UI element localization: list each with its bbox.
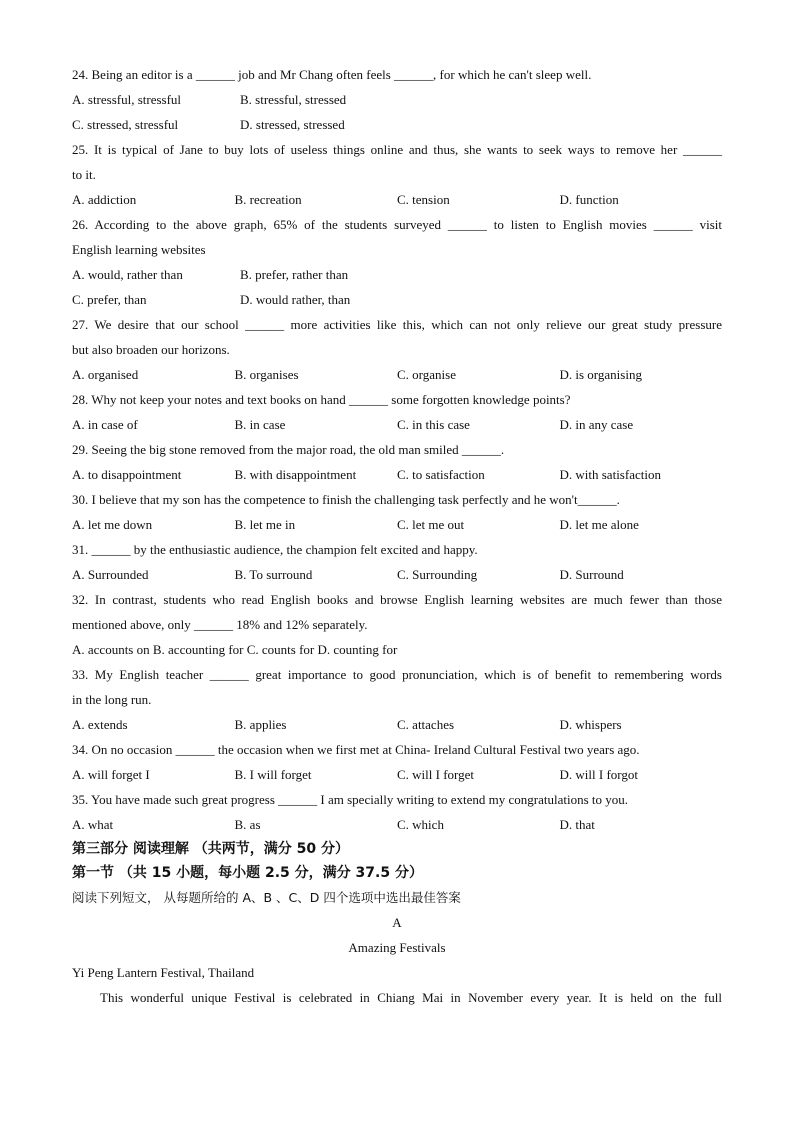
answer-option[interactable]: A. accounts on B. accounting for C. counts for D. counting for xyxy=(72,642,398,657)
question-stem-line: 35. You have made such great progress ______ I am specially writing to extend my congratulations to you. xyxy=(72,792,629,807)
answer-option[interactable]: D. will I forgot xyxy=(559,767,638,782)
answer-option[interactable]: D. stressed, stressed xyxy=(240,117,345,132)
question-stem-line: English learning websites xyxy=(72,242,206,257)
answer-option[interactable]: A. will forget I xyxy=(72,767,150,782)
answer-option[interactable]: B. let me in xyxy=(234,517,296,532)
answer-option[interactable]: B. I will forget xyxy=(234,767,312,782)
answer-option[interactable]: A. let me down xyxy=(72,517,153,532)
answer-option[interactable]: A. organised xyxy=(72,367,139,382)
option-row xyxy=(72,262,722,287)
answer-option[interactable]: D. let me alone xyxy=(559,517,639,532)
option-row xyxy=(72,812,722,837)
answer-option[interactable]: C. in this case xyxy=(397,417,470,432)
question-block xyxy=(72,212,722,312)
answer-option[interactable]: C. stressed, stressful xyxy=(72,117,179,132)
section-heading: 第三部分 阅读理解 （共两节，满分 50 分） xyxy=(72,841,349,857)
subsection-heading: 第一节 （共 15 小题，每小题 2.5 分，满分 37.5 分） xyxy=(72,865,423,881)
option-row xyxy=(72,187,722,212)
question-stem-line: 33. My English teacher ______ great importance to good pronunciation, which is of benefit to remembering words xyxy=(72,667,722,682)
question-block xyxy=(72,137,722,212)
answer-option[interactable]: B. in case xyxy=(234,417,286,432)
question-stem-line: 28. Why not keep your notes and text books on hand ______ some forgotten knowledge points? xyxy=(72,392,571,407)
option-row xyxy=(72,512,722,537)
question-stem-line: 32. In contrast, students who read English books and browse English learning websites are much fewer than those xyxy=(72,592,722,607)
question-stem-line: to it. xyxy=(72,167,96,182)
answer-option[interactable]: C. will I forget xyxy=(397,767,475,782)
answer-option[interactable]: B. stressful, stressed xyxy=(240,92,347,107)
option-row xyxy=(72,762,722,787)
answer-option[interactable]: C. tension xyxy=(397,192,450,207)
answer-option[interactable]: C. to satisfaction xyxy=(397,467,485,482)
answer-option[interactable]: B. as xyxy=(234,817,261,832)
answer-option[interactable]: C. which xyxy=(397,817,444,832)
answer-option[interactable]: A. would, rather than xyxy=(72,267,183,282)
passage-paragraph: This wonderful unique Festival is celebrated in Chiang Mai in November every year. It is held on the full xyxy=(100,990,722,1005)
question-stem-line: but also broaden our horizons. xyxy=(72,342,230,357)
instruction-text: 阅读下列短文， 从每题所给的 A、B 、C、D 四个选项中选出最佳答案 xyxy=(72,890,461,905)
passage-title: Amazing Festivals xyxy=(348,940,446,955)
question-stem-line: 29. Seeing the big stone removed from the major road, the old man smiled ______. xyxy=(72,442,505,457)
answer-option[interactable]: C. Surrounding xyxy=(397,567,478,582)
passage-subheading: Yi Peng Lantern Festival, Thailand xyxy=(72,965,255,980)
answer-option[interactable]: D. with satisfaction xyxy=(559,467,661,482)
question-stem-line: 34. On no occasion ______ the occasion when we first met at China- Ireland Cultural Festival two years ago. xyxy=(72,742,640,757)
option-row xyxy=(72,412,722,437)
answer-option[interactable]: D. in any case xyxy=(559,417,634,432)
answer-option[interactable]: D. would rather, than xyxy=(240,292,351,307)
question-block xyxy=(72,662,722,737)
option-row xyxy=(72,362,722,387)
answer-option[interactable]: A. extends xyxy=(72,717,128,732)
question-block xyxy=(72,312,722,387)
question-block xyxy=(72,387,722,437)
question-stem-line: 24. Being an editor is a ______ job and Mr Chang often feels ______, for which he can't sleep well. xyxy=(72,67,592,82)
answer-option[interactable]: C. prefer, than xyxy=(72,292,147,307)
answer-option[interactable]: A. to disappointment xyxy=(72,467,182,482)
option-row xyxy=(72,112,722,137)
question-list xyxy=(72,62,722,837)
answer-option[interactable]: D. is organising xyxy=(559,367,642,382)
answer-option[interactable]: B. applies xyxy=(234,717,287,732)
option-row xyxy=(72,87,722,112)
option-row xyxy=(72,287,722,312)
option-row xyxy=(72,712,722,737)
question-stem-line: 26. According to the above graph, 65% of the students surveyed ______ to listen to English movies ______ visit xyxy=(72,217,722,232)
answer-option[interactable]: C. let me out xyxy=(397,517,465,532)
answer-option[interactable]: B. organises xyxy=(234,367,299,382)
question-stem-line: 25. It is typical of Jane to buy lots of useless things online and thus, she wants to seek ways to remove her ______ xyxy=(72,142,722,157)
answer-option[interactable]: A. addiction xyxy=(72,192,137,207)
question-stem-line: mentioned above, only ______ 18% and 12% separately. xyxy=(72,617,368,632)
question-block xyxy=(72,537,722,587)
question-block xyxy=(72,587,722,662)
answer-option[interactable]: A. stressful, stressful xyxy=(72,92,182,107)
question-block xyxy=(72,487,722,537)
question-stem-line: 31. ______ by the enthusiastic audience, the champion felt excited and happy. xyxy=(72,542,478,557)
answer-option[interactable]: B. recreation xyxy=(234,192,302,207)
question-block xyxy=(72,737,722,787)
option-row xyxy=(72,562,722,587)
question-stem-line: in the long run. xyxy=(72,692,152,707)
option-row xyxy=(72,637,722,662)
answer-option[interactable]: B. prefer, rather than xyxy=(240,267,349,282)
answer-option[interactable]: D. whispers xyxy=(559,717,622,732)
question-block xyxy=(72,437,722,487)
question-block xyxy=(72,62,722,137)
option-row xyxy=(72,462,722,487)
answer-option[interactable]: B. To surround xyxy=(234,567,313,582)
question-stem-line: 27. We desire that our school ______ more activities like this, which can not only relieve our great study pressure xyxy=(72,317,722,332)
answer-option[interactable]: A. Surrounded xyxy=(72,567,149,582)
passage-letter: A xyxy=(392,915,402,930)
answer-option[interactable]: D. that xyxy=(559,817,595,832)
answer-option[interactable]: D. function xyxy=(559,192,619,207)
answer-option[interactable]: C. organise xyxy=(397,367,456,382)
answer-option[interactable]: A. what xyxy=(72,817,114,832)
exam-page xyxy=(72,62,722,1010)
question-stem-line: 30. I believe that my son has the competence to finish the challenging task perfectly and he won't______. xyxy=(72,492,620,507)
answer-option[interactable]: A. in case of xyxy=(72,417,138,432)
question-block xyxy=(72,787,722,837)
answer-option[interactable]: C. attaches xyxy=(397,717,455,732)
answer-option[interactable]: B. with disappointment xyxy=(234,467,357,482)
answer-option[interactable]: D. Surround xyxy=(559,567,624,582)
